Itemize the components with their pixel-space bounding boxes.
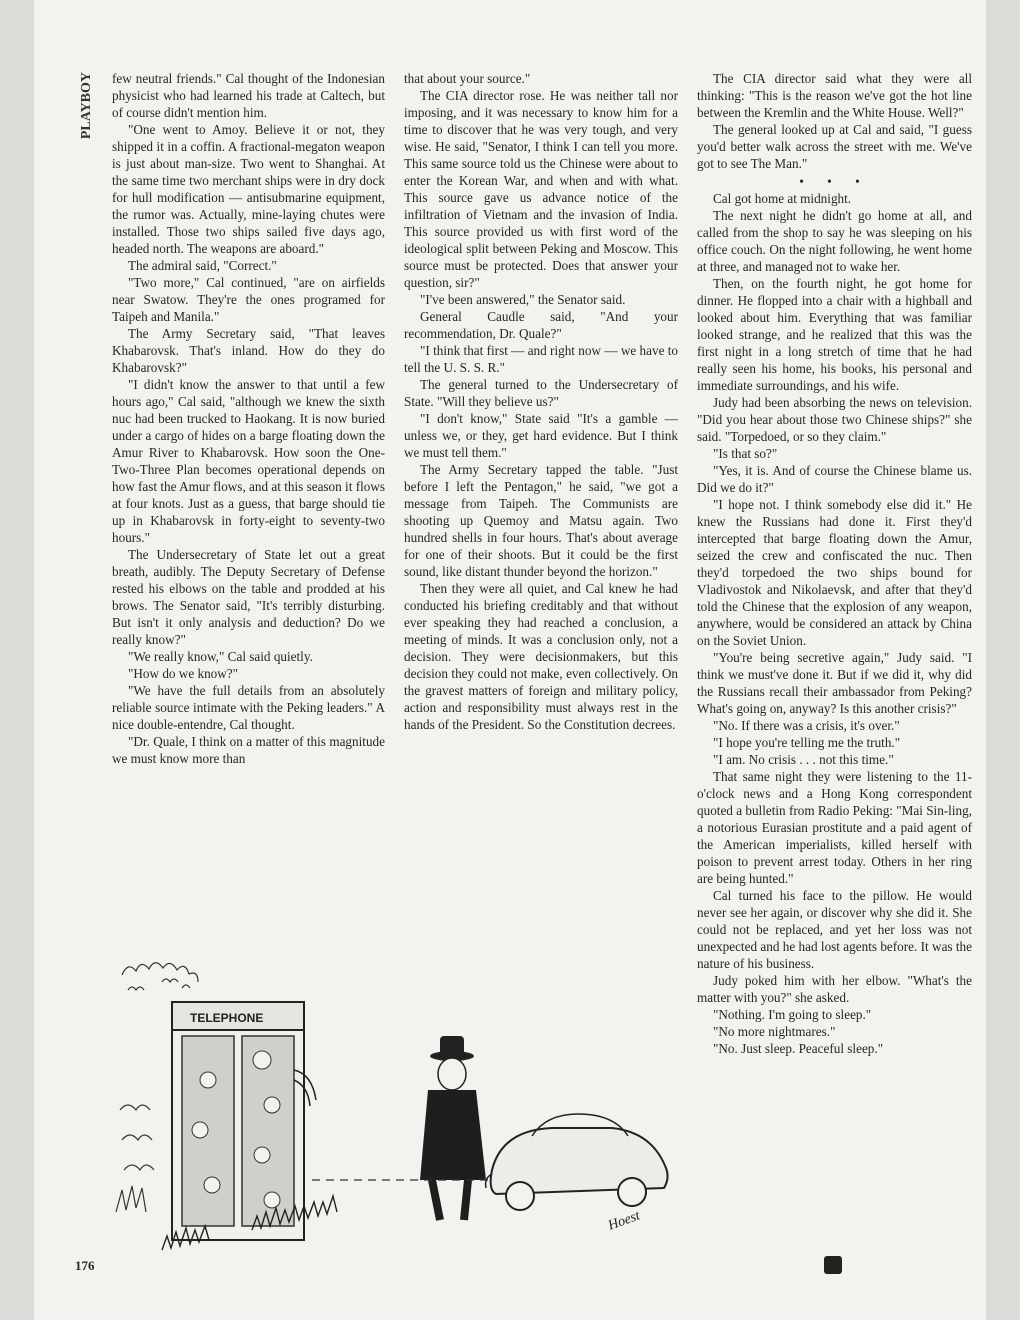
telephone-booth-drawing [172, 1002, 316, 1240]
text-column-2 [404, 70, 678, 733]
text-column-3 [697, 70, 972, 1057]
magazine-page [34, 0, 986, 1320]
paragraph: Cal turned his face to the pillow. He would never see her again, or discover why she did it. She could not be replaced, and yet her loss was not unexpected and he had lost agents before. It was the nature of his business. [697, 888, 972, 971]
paragraph: "Is that so?" [713, 446, 778, 461]
page-number: 176 [75, 1258, 95, 1273]
paragraph: "We have the full details from an absolutely reliable source intimate with the Peking leaders." A nice double-entendre, Cal thought. [112, 683, 385, 732]
paragraph: The Army Secretary tapped the table. "Just before I left the Pentagon," he said, "we got a message from Taipeh. The Communists are shooting up Quemoy and Matsu again. Two hundred shells in four hours. That's about average for one of their shoots. But it could be the first sound, like distant thunder beyond the horizon." [404, 462, 678, 579]
paragraph: "No more nightmares." [713, 1024, 836, 1039]
paragraph: The Undersecretary of State let out a great breath, audibly. The Deputy Secretary of Defense rested his elbows on the table and prodded at his brows. The Senator said, "It's terribly disturbing. But isn't it only analysis and deduction? Do we really know?" [112, 547, 385, 647]
car-drawing [312, 1114, 668, 1210]
playboy-bunny-end-mark [824, 1256, 842, 1274]
paragraph: That same night they were listening to the 11-o'clock news and a Hong Kong correspondent quoted a bulletin from Radio Peking: "Mai Sin-ling, a notorious Eurasian prostitute and a paid agent of the American imperialists, killed herself with poison to prevent arrest today. Others in her ring are being hunted." [697, 769, 972, 886]
paragraph: "You're being secretive again," Judy said. "I think we must've done it. But if we did it, why did the Russians recall their ambassador from Peking? What's going on, anyway? Is this another crisis?" [697, 650, 972, 716]
masthead-playboy: PLAYBOY [79, 72, 94, 140]
paragraph: "One went to Amoy. Believe it or not, they shipped it in a coffin. A fractional-megaton weapon is just about man-size. Two went to Shanghai. At the same time two merchant ships were in dry dock for hull modification — antisubmarine equipment, the rumor was. Actually, mine-laying chutes were installed. Those two ships sailed five days ago, headed north. The weapons are aboard." [112, 122, 385, 256]
paragraph: Then they were all quiet, and Cal knew he had conducted his briefing creditably and that without ever speaking they had reached a conclusion, a meeting of minds. It was a conclusion only, not a decision. They were decisionmakers, but this decision they could not make, even collectively. On the gravest matters of foreign and military policy, action and responsibility must always rest in the hands of the President. So the Constitution decrees. [404, 581, 678, 732]
paragraph: "Nothing. I'm going to sleep." [713, 1007, 872, 1022]
paragraph: few neutral friends." Cal thought of the Indonesian physicist who had learned his trade at Caltech, but of course didn't mention him. [112, 71, 385, 120]
paragraph: "I don't know," State said "It's a gamble — unless we, or they, get hard evidence. But I think we must tell them." [404, 411, 678, 460]
paragraph: "I am. No crisis . . . not this time." [713, 752, 894, 767]
paragraph: Then, on the fourth night, he got home for dinner. He flopped into a chair with a highball and looked about him. Everything that was familiar looked strange, and he realized that this was the first night in a long stretch of time that he had really seen his home, his books, his personal and immediate surroundings, and his wife. [697, 276, 972, 393]
paragraph: "Yes, it is. And of course the Chinese blame us. Did we do it?" [697, 463, 972, 495]
paragraph: "I've been answered," the Senator said. [420, 292, 626, 307]
artist-signature: Hoest [606, 1208, 643, 1234]
paragraph: The general turned to the Undersecretary of State. "Will they believe us?" [404, 377, 678, 409]
paragraph: "How do we know?" [128, 666, 239, 681]
paragraph: "I hope you're telling me the truth." [713, 735, 901, 750]
paragraph: that about your source." [404, 71, 531, 86]
paragraph: The admiral said, "Correct." [128, 258, 277, 273]
paragraph: Judy poked him with her elbow. "What's the matter with you?" she asked. [697, 973, 972, 1005]
paragraph: "I didn't know the answer to that until a few hours ago," Cal said, "although we knew the sixth nuc had been trucked to Haokang. It is now buried under a cargo of hides on a barge floating down the Amur River to Khabarovsk. How soon the One-Two-Three Plan becomes operational depends on how fast the Amur flows, and at this season it flows at four knots. Just as a guess, that barge should tie up in Khabarovsk in forty-eight to seventy-two hours." [112, 377, 385, 545]
cartoon-illustration [112, 930, 682, 1280]
booth-sign: TELEPHONE [190, 1011, 264, 1025]
paragraph: The next night he didn't go home at all, and called from the shop to say he was sleeping on his office couch. On the night following, he went home at three, and managed not to wake her. [697, 208, 972, 274]
paragraph: Judy had been absorbing the news on television. "Did you hear about those two Chinese ships?" she said. "Torpedoed, or so they claim." [697, 395, 972, 444]
paragraph: "Two more," Cal continued, "are on airfields near Swatow. They're the ones programed for Taipeh and Manila." [112, 275, 385, 324]
paragraph: "No. Just sleep. Peaceful sleep." [713, 1041, 884, 1056]
section-break: • • • [799, 174, 870, 189]
paragraph: "I think that first — and right now — we have to tell the U. S. S. R." [404, 343, 678, 375]
text-column-1 [112, 70, 385, 767]
paragraph: Cal got home at midnight. [713, 191, 852, 206]
paragraph: The Army Secretary said, "That leaves Khabarovsk. That's inland. How do they do Khabarovsk?" [112, 326, 385, 375]
man-in-hat-drawing [420, 1036, 486, 1220]
paragraph: "We really know," Cal said quietly. [128, 649, 313, 664]
paragraph: The general looked up at Cal and said, "I guess you'd better walk across the street with me. We've got to see The Man." [697, 122, 972, 171]
paragraph: "No. If there was a crisis, it's over." [713, 718, 900, 733]
paragraph: "Dr. Quale, I think on a matter of this magnitude we must know more than [112, 734, 385, 766]
paragraph: The CIA director rose. He was neither tall nor imposing, and it was necessary to know him for a time to discover that he was very tough, and very wise. He said, "Senator, I think I can tell you more. This same source told us the Chinese were about to enter the Korean War, and when and with what. This source gave us advance notice of the infiltration of Vietnam and the invasion of India. This source provided us with first word of the ideological split between Peking and Moscow. This source must be protected. Does that answer your question, sir?" [404, 88, 678, 290]
paragraph: General Caudle said, "And your recommendation, Dr. Quale?" [404, 309, 678, 341]
paragraph: The CIA director said what they were all thinking: "This is the reason we've got the hot line between the Kremlin and the White House. Well?" [697, 71, 972, 120]
paragraph: "I hope not. I think somebody else did it." He knew the Russians had done it. First they'd intercepted that barge floating down the Amur, seized the crew and confiscated the nuc. Then they'd torpedoed the two ships bound for Vladivostok and Nikolaevsk, and after that they'd told the Chinese that the explosion of any weapon, anywhere, would be considered an attack by China on the Soviet Union. [697, 497, 972, 648]
